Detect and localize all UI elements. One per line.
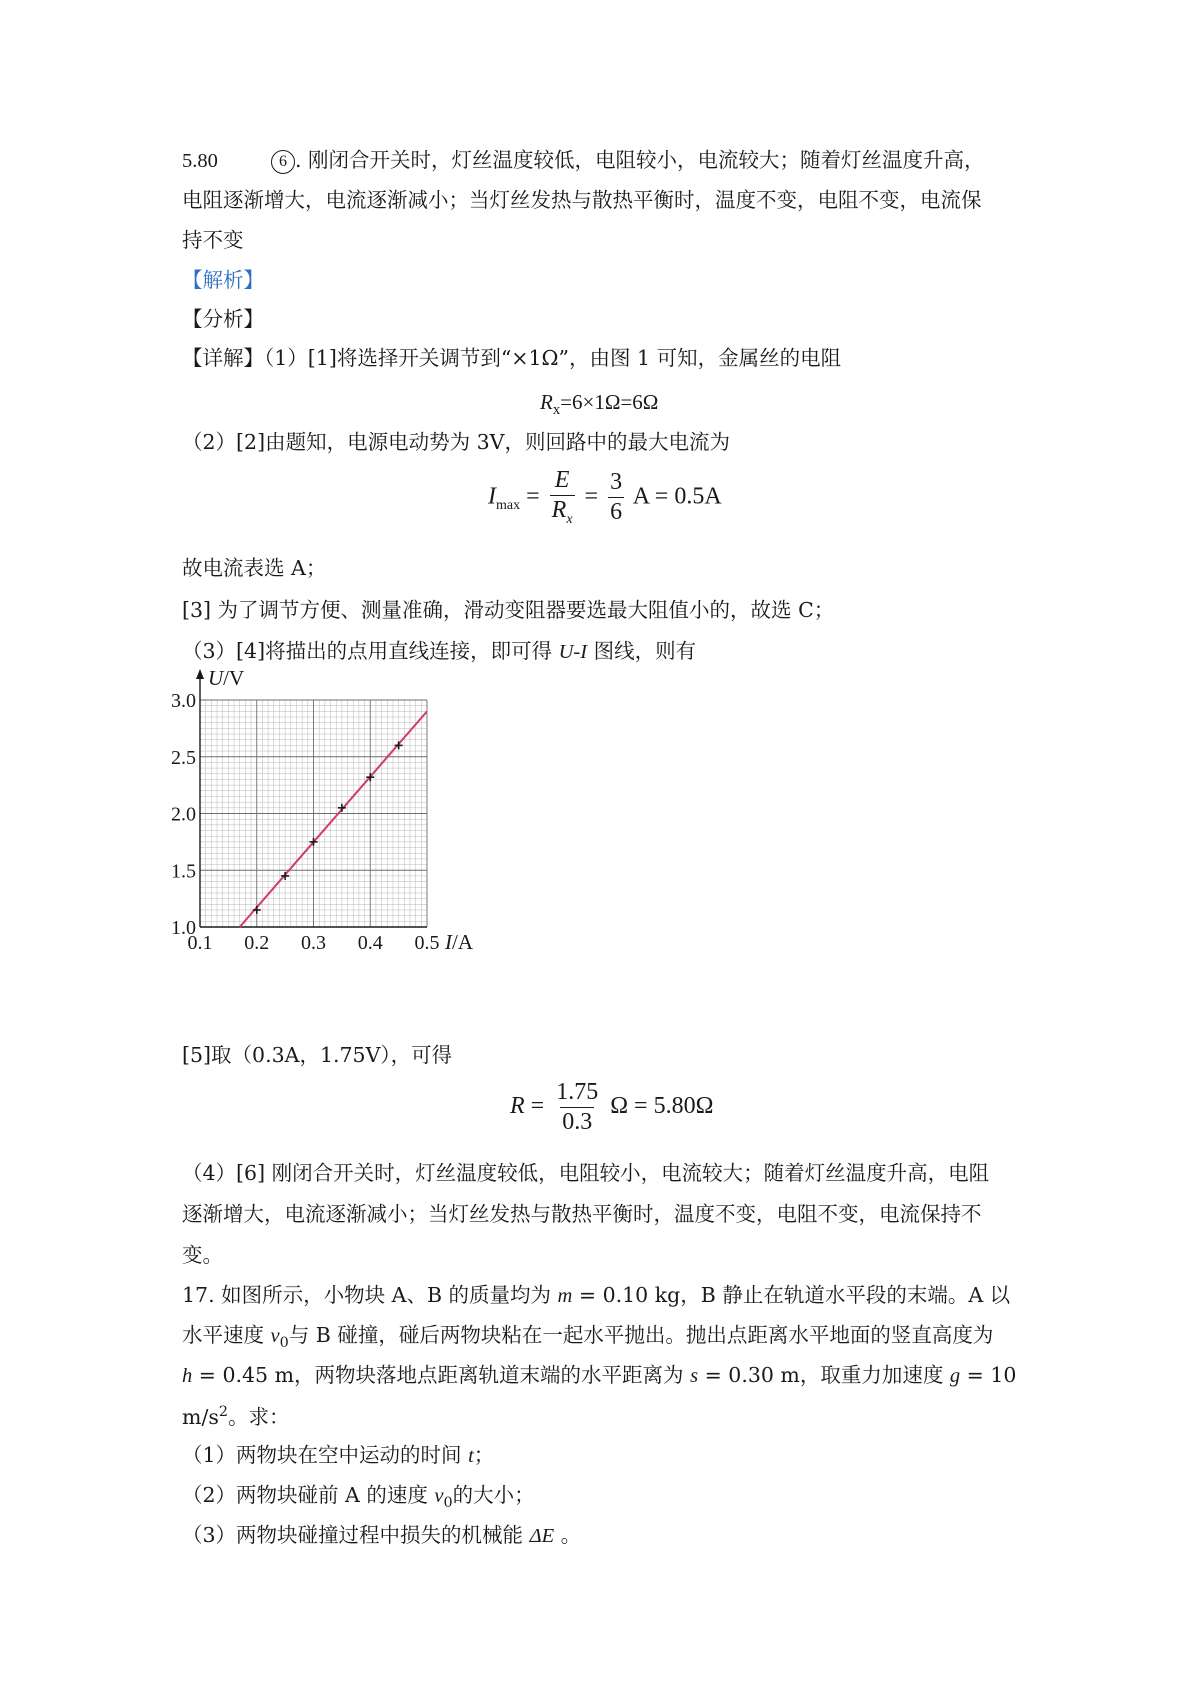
x-axis-label-unit: /A: [452, 930, 473, 954]
answer-text-1: . 刚闭合开关时，灯丝温度较低，电阻较小，电流较大；随着灯丝温度升高，: [294, 148, 985, 172]
x-axis-label: [444, 930, 474, 954]
q17-l1a: 17. 如图所示，小物块 A、B 的质量均为: [182, 1283, 558, 1307]
y-tick-label: 1.0: [171, 917, 196, 939]
eq3-frac: [554, 1080, 600, 1135]
eq2-isub: max: [496, 498, 521, 514]
y-tick-label: 2.0: [171, 803, 196, 826]
detail-line-4: [3] 为了调节方便、测量准确，滑动变阻器要选最大阻值小的，故选 C；: [182, 598, 835, 622]
q17-s2a: （2）两物块碰前 A 的速度: [182, 1483, 435, 1507]
equation-resistance-result: R = $\frac{1.75}{0.3}$ Ω = 5.80Ω: [510, 1079, 714, 1136]
q17-g: g: [949, 1365, 961, 1387]
x-tick-label: 0.3: [301, 932, 326, 954]
q17-s1b: ；: [473, 1443, 495, 1467]
q17-h: h: [182, 1365, 193, 1387]
q17-v: v: [270, 1325, 280, 1347]
x-tick-label: 0.5: [414, 932, 440, 954]
q17-l3c: = 10: [960, 1363, 1017, 1387]
detail-line-9: 变。: [182, 1243, 223, 1267]
detail-line-7: （4）[6] 刚闭合开关时，灯丝温度较低，电阻较小，电流较大；随着灯丝温度升高，电阻: [182, 1161, 990, 1185]
answer-value: 5.80: [182, 150, 218, 172]
eq3-n: 1.75: [556, 1079, 599, 1105]
x-axis-label-var: I: [445, 930, 452, 954]
y-axis-arrow: [196, 669, 204, 679]
q17-l2b: 与 B 碰撞，碰后两物块粘在一起水平抛出。抛出点距离水平地面的竖直高度为: [288, 1323, 994, 1347]
y-axis-label: [208, 666, 244, 690]
eq2-i: I: [488, 483, 496, 510]
x-tick-label: 0.4: [357, 932, 383, 954]
x-tick-label: 0.1: [187, 932, 213, 954]
q17-unit-sup: 2: [218, 1404, 229, 1420]
q17-l2a: 水平速度: [182, 1323, 271, 1347]
q17-t: t: [468, 1445, 474, 1467]
eq1-sub: x: [552, 402, 561, 419]
detail-line-2: （2）[2]由题知，电源电动势为 3V，则回路中的最大电流为: [182, 430, 730, 454]
q17-delta-e: ΔE: [529, 1525, 555, 1547]
eq2-e: E: [554, 467, 570, 493]
detail-line-8: 逐渐增大，电流逐渐减小；当灯丝发热与散热平衡时，温度不变，电阻不变，电流保持不: [182, 1202, 982, 1226]
q17-m: m: [557, 1285, 573, 1307]
q17-s2vsub: 0: [443, 1495, 453, 1512]
eq2-frac-1: [550, 468, 575, 528]
circled-number: 6: [271, 150, 295, 174]
detail-line-6: [5]取（0.3A，1.75V），可得: [182, 1043, 453, 1067]
eq2-tail: A = 0.5A: [632, 483, 722, 510]
q17-line-4: [182, 1405, 290, 1427]
q17-s2b: 的大小；: [452, 1483, 535, 1507]
q17-sub-1: [182, 1445, 494, 1467]
x-tick-label: 0.2: [244, 932, 270, 954]
eq2-frac-2: [608, 470, 624, 525]
eq3-d: 0.3: [562, 1109, 593, 1136]
detail-p5-it: U-I: [558, 641, 588, 663]
q17-line-3: [182, 1365, 1016, 1387]
q17-vsub: 0: [279, 1335, 289, 1352]
y-tick-label: 1.5: [171, 860, 196, 883]
q17-unit: m/s: [182, 1404, 219, 1429]
eq2-d: 6: [610, 499, 623, 526]
jiexi-label: 【解析】: [182, 268, 264, 292]
detail-line-5: [182, 641, 696, 663]
answer-line-3: 持不变: [182, 228, 244, 252]
answer-line-2: 电阻逐渐增大，电流逐渐减小；当灯丝发热与散热平衡时，温度不变，电阻不变，电流保: [182, 188, 982, 212]
q17-l3b: = 0.30 m，取重力加速度: [698, 1363, 950, 1387]
u-i-chart: [171, 665, 520, 985]
y-axis-label-var: U: [208, 666, 224, 690]
eq3-tail: Ω = 5.80Ω: [610, 1093, 714, 1120]
eq2-n: 3: [610, 469, 623, 496]
q17-l1b: = 0.10 kg，B 静止在轨道水平段的末端。A 以: [572, 1283, 1011, 1307]
data-point: [253, 906, 261, 914]
fenxi-label: 【分析】: [182, 307, 264, 331]
y-tick-label: 3.0: [171, 690, 196, 712]
chart-points: [253, 741, 403, 914]
eq2-rsub: x: [566, 511, 573, 527]
q17-l3a: = 0.45 m，两物块落地点距离轨道末端的水平距离为: [192, 1363, 691, 1387]
detail-p1: （1）[1]将选择开关调节到“×1Ω”，由图 1 可知，金属丝的电阻: [264, 346, 842, 370]
q17-s3a: （3）两物块碰撞过程中损失的机械能: [182, 1523, 530, 1547]
detail-line-3: 故电流表选 A；: [182, 556, 327, 580]
y-axis-label-unit: /V: [223, 666, 245, 690]
q17-sub-2: [182, 1485, 535, 1510]
chart-axes: [196, 669, 427, 927]
eq3-r: R: [510, 1093, 525, 1120]
q17-s2v: v: [434, 1485, 444, 1507]
answer-line-1: [182, 150, 984, 174]
eq1-rhs: =6×1Ω=6Ω: [560, 390, 659, 414]
detail-p5-pre: （3）[4]将描出的点用直线连接，即可得: [182, 639, 559, 663]
q17-s1a: （1）两物块在空中运动的时间: [182, 1443, 469, 1467]
equation-resistance: [540, 390, 658, 419]
q17-sub-3: [182, 1525, 581, 1547]
detail-p5-post: 图线，则有: [587, 639, 697, 663]
detail-line-1: [182, 348, 841, 369]
detail-label: 【详解】: [182, 346, 264, 370]
y-tick-label: 2.5: [171, 746, 196, 769]
q17-line-2: [182, 1325, 993, 1350]
eq2-r: R: [551, 497, 567, 524]
equation-max-current: $I_{max}$ = $\frac{E}{R_x}$ = $\frac{3}{6}$ A = 0.5A: [488, 467, 722, 527]
q17-l4b: 。求：: [228, 1404, 290, 1429]
eq1-r: R: [540, 390, 553, 414]
q17-line-1: [182, 1285, 1010, 1307]
q17-s: s: [690, 1365, 699, 1387]
q17-s3b: 。: [554, 1523, 582, 1547]
